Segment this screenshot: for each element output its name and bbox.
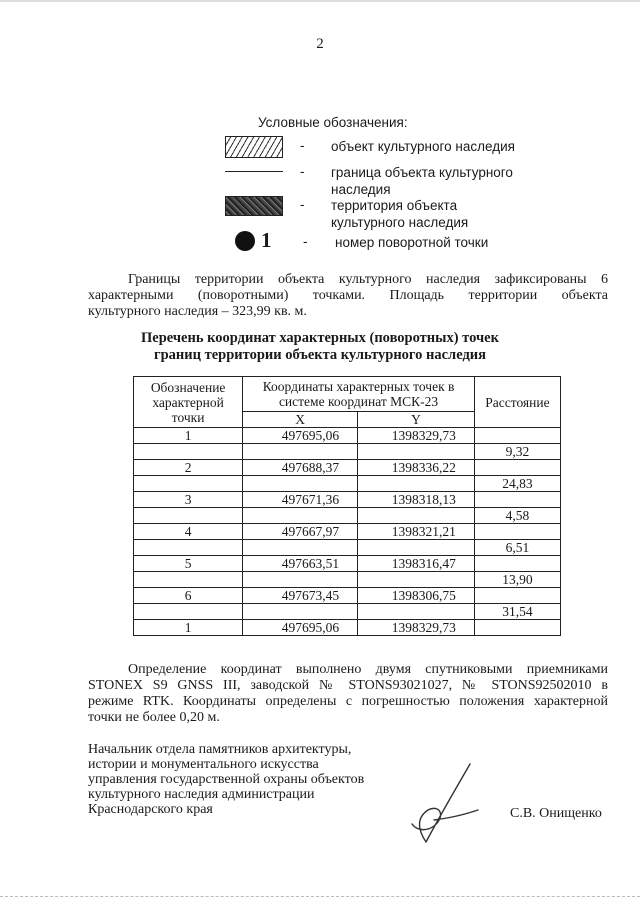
header-y: Y <box>358 412 475 428</box>
legend-title: Условные обозначения: <box>258 115 408 130</box>
distance-cell <box>474 460 560 476</box>
y-cell: 1398329,73 <box>358 428 475 444</box>
signer-name: С.В. Онищенко <box>510 806 602 821</box>
distance-cell: 13,90 <box>474 572 560 588</box>
point-cell <box>134 476 243 492</box>
distance-row <box>134 476 561 492</box>
header-distance: Расстояние <box>474 377 560 428</box>
legend-item-turning-point <box>0 228 640 254</box>
y-cell <box>358 444 475 460</box>
x-cell <box>243 444 358 460</box>
point-row <box>134 620 561 636</box>
header-coordinates: Координаты характерных точек в системе координат МСК-23 <box>243 377 475 412</box>
x-cell: 497688,37 <box>243 460 358 476</box>
point-cell: 5 <box>134 556 243 572</box>
point-number: 1 <box>261 228 272 252</box>
legend-text: номер поворотной точки <box>335 235 489 250</box>
point-row <box>134 460 561 476</box>
point-cell <box>134 444 243 460</box>
point-row <box>134 556 561 572</box>
x-cell <box>243 508 358 524</box>
paragraph-line: характерными (поворотными) точками. Площадь территории объекта <box>88 288 608 303</box>
legend-dash: - <box>303 234 308 249</box>
point-cell: 4 <box>134 524 243 540</box>
point-row <box>134 492 561 508</box>
point-row <box>134 524 561 540</box>
distance-cell: 4,58 <box>474 508 560 524</box>
legend-text: объект культурного наследия <box>331 139 515 154</box>
distance-cell <box>474 620 560 636</box>
legend-text: наследия <box>331 182 391 197</box>
heading-line: Перечень координат характерных (поворотных) точек <box>141 330 499 346</box>
distance-cell <box>474 556 560 572</box>
point-cell: 6 <box>134 588 243 604</box>
heading-line: границ территории объекта культурного наследия <box>154 347 486 363</box>
legend-dash: - <box>300 197 305 212</box>
paragraph-line: STONEX S9 GNSS III, заводской № STONS93021027, № STONS92502010 в <box>88 678 608 693</box>
header-point: Обозначение характерной точки <box>134 377 243 428</box>
legend-text: граница объекта культурного <box>331 165 513 180</box>
territory-icon <box>225 196 283 216</box>
table-header-row <box>134 377 561 412</box>
top-edge-line <box>0 0 640 2</box>
signer-line: Краснодарского края <box>88 802 213 817</box>
distance-cell <box>474 492 560 508</box>
y-cell <box>358 540 475 556</box>
distance-cell: 6,51 <box>474 540 560 556</box>
y-cell: 1398329,73 <box>358 620 475 636</box>
x-cell <box>243 540 358 556</box>
y-cell: 1398336,22 <box>358 460 475 476</box>
method-paragraph <box>88 662 608 726</box>
signer-line: культурного наследия администрации <box>88 787 315 802</box>
legend-text: территория объекта <box>331 198 458 213</box>
point-row <box>134 428 561 444</box>
point-cell: 1 <box>134 620 243 636</box>
point-row <box>134 588 561 604</box>
y-cell: 1398306,75 <box>358 588 475 604</box>
paragraph-line: режиме RTK. Координаты определены с погрешностью положения характерной <box>88 694 608 709</box>
coordinates-table <box>133 376 561 636</box>
y-cell: 1398318,13 <box>358 492 475 508</box>
y-cell <box>358 508 475 524</box>
legend-dash: - <box>300 138 305 153</box>
y-cell: 1398316,47 <box>358 556 475 572</box>
point-cell: 3 <box>134 492 243 508</box>
distance-cell <box>474 588 560 604</box>
line-icon <box>225 171 283 172</box>
paragraph-line: Определение координат выполнено двумя спутниковыми приемниками <box>128 662 608 677</box>
paragraph-line: точки не более 0,20 м. <box>88 710 220 725</box>
distance-cell <box>474 428 560 444</box>
x-cell <box>243 572 358 588</box>
distance-cell: 9,32 <box>474 444 560 460</box>
table-body <box>134 428 561 636</box>
signer-line: истории и монументального искусства <box>88 757 319 772</box>
signer-line: Начальник отдела памятников архитектуры, <box>88 742 352 757</box>
paragraph-line: культурного наследия – 323,99 кв. м. <box>88 304 307 319</box>
legend-item-heritage-object <box>0 136 640 160</box>
distance-row <box>134 540 561 556</box>
bottom-edge-line <box>0 896 640 897</box>
x-cell: 497667,97 <box>243 524 358 540</box>
distance-cell: 31,54 <box>474 604 560 620</box>
x-cell: 497695,06 <box>243 428 358 444</box>
x-cell <box>243 604 358 620</box>
point-cell: 1 <box>134 428 243 444</box>
table-heading <box>0 330 640 364</box>
signature-icon <box>408 760 488 850</box>
point-cell <box>134 508 243 524</box>
point-cell <box>134 540 243 556</box>
point-cell: 2 <box>134 460 243 476</box>
x-cell: 497673,45 <box>243 588 358 604</box>
hatch-icon <box>225 136 283 158</box>
point-cell <box>134 572 243 588</box>
y-cell <box>358 604 475 620</box>
signer-position <box>88 742 408 817</box>
point-cell <box>134 604 243 620</box>
page-number: 2 <box>316 36 324 52</box>
legend-dash: - <box>300 164 305 179</box>
distance-cell <box>474 524 560 540</box>
x-cell <box>243 476 358 492</box>
signer-line: управления государственной охраны объектов <box>88 772 365 787</box>
distance-row <box>134 572 561 588</box>
distance-row <box>134 444 561 460</box>
distance-row <box>134 604 561 620</box>
y-cell: 1398321,21 <box>358 524 475 540</box>
distance-cell: 24,83 <box>474 476 560 492</box>
intro-paragraph <box>88 272 608 320</box>
legend-item-territory <box>0 196 640 232</box>
x-cell: 497663,51 <box>243 556 358 572</box>
header-x: X <box>243 412 358 428</box>
point-icon <box>235 231 255 251</box>
legend-item-boundary <box>0 163 640 199</box>
y-cell <box>358 476 475 492</box>
x-cell: 497671,36 <box>243 492 358 508</box>
distance-row <box>134 508 561 524</box>
legend-text: культурного наследия <box>331 215 469 230</box>
y-cell <box>358 572 475 588</box>
x-cell: 497695,06 <box>243 620 358 636</box>
paragraph-line: Границы территории объекта культурного наследия зафиксированы 6 <box>128 272 608 287</box>
